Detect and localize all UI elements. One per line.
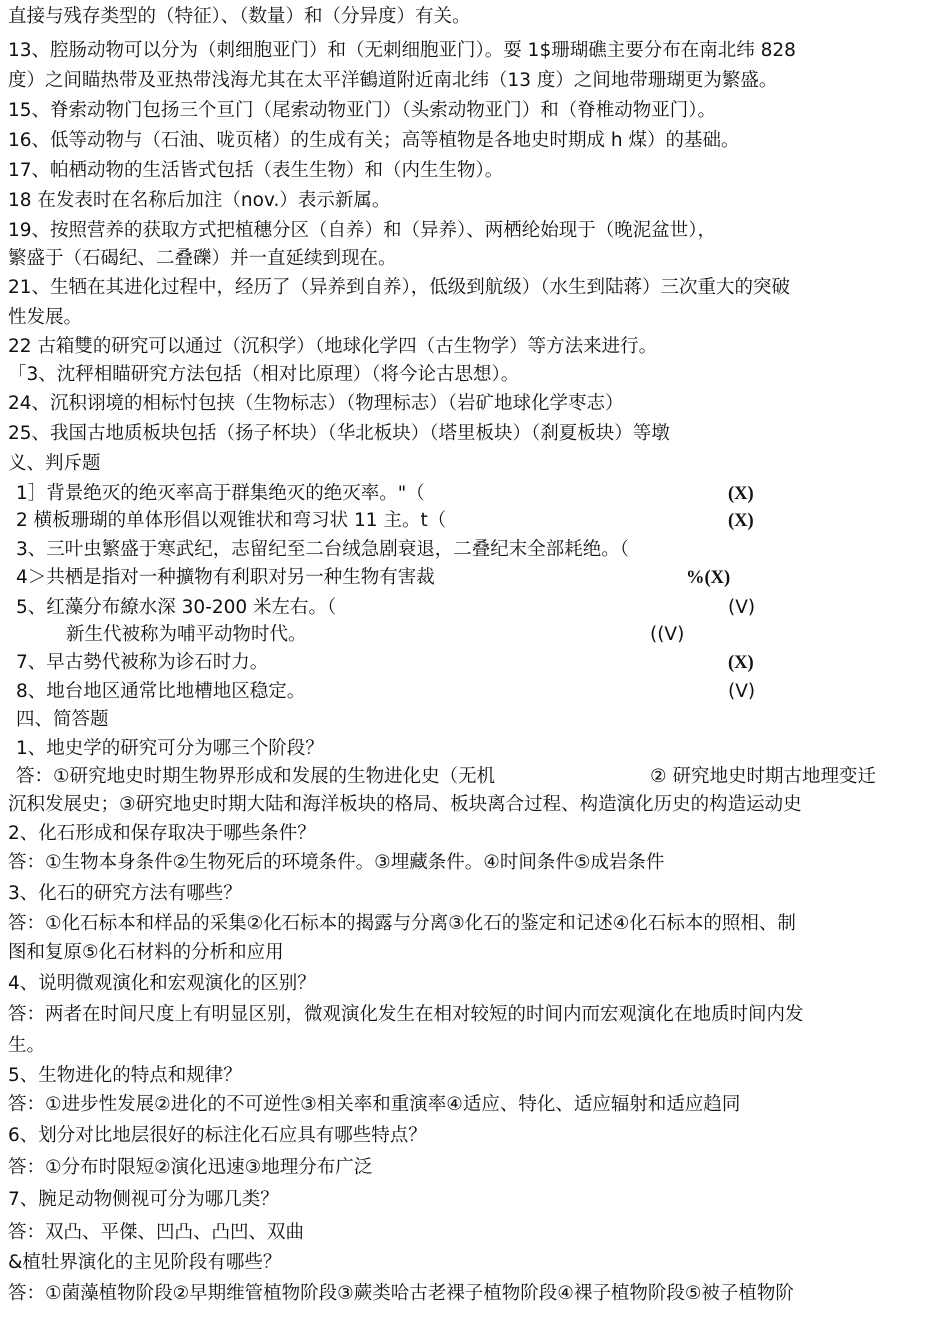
judgment-item: 新生代被称为哺平动物时代。 <box>66 624 307 645</box>
answer: 答：①研究地史时期生物界形成和发展的生物进化史（无机 <box>16 766 496 787</box>
text-line: 15、脊索动物门包扬三个亘门（尾索动物亚门）（头索动物亚门）和（脊椎动物亚门）。 <box>8 100 717 121</box>
judgment-item: 4＞共栖是指对一种擴物有利职对另一种生物有害裁 <box>16 567 435 588</box>
question: 5、生物进化的特点和规律？ <box>8 1065 242 1086</box>
judgment-item: 5、红藻分布繚水深 30-200 米左右。（ <box>16 597 337 618</box>
text-line: 13、腔肠动物可以分为（刺细胞亚门）和（无刺细胞亚门）。耍 1$珊瑚礁主要分布在南北纬 828 <box>8 40 796 61</box>
judgment-mark: (X) <box>728 484 754 504</box>
answer: 答：两者在时间尺度上有明显区别，微观演化发生在相对较短的时间内而宏观演化在地质时间内发 <box>8 1004 804 1025</box>
question: 1、地史学的研究可分为哪三个阶段？ <box>16 738 324 759</box>
judgment-item: 2 横板珊瑚的单体形倡以观锥状和弯习状 11 主。t（ <box>16 510 447 531</box>
judgment-item: 3、三叶虫繁盛于寒武纪，志留纪至二台绒急剧衰退，二叠纪末全部耗绝。（ <box>16 539 630 560</box>
section-heading: 义、判斥题 <box>8 453 101 474</box>
answer: 图和复原⑤化石材料的分析和应用 <box>8 942 284 963</box>
judgment-mark: (V) <box>728 597 756 618</box>
question: 6、划分对比地层很好的标注化石应具有哪些特点？ <box>8 1125 427 1146</box>
answer: 答：①生物本身条件②生物死后的环境条件。③埋藏条件。④时间条件⑤成岩条件 <box>8 852 665 873</box>
text-line: 度）之间瞄热带及亚热带浅海尤其在太平洋鶴道附近南北纬（13 度）之间地带珊瑚更为繁盛。 <box>8 70 778 91</box>
section-heading: 四、简答题 <box>16 709 109 730</box>
question: 2、化石形成和保存取决于哪些条件？ <box>8 823 316 844</box>
text-line: 16、低等动物与（石油、咙页楮）的生成有关；高等植物是各地史时期成 h 煤）的基础。 <box>8 130 740 151</box>
question: 3、化石的研究方法有哪些？ <box>8 883 242 904</box>
judgment-item: 1］背景绝灭的绝灭率高于群集绝灭的绝灭率。"（ <box>16 483 425 504</box>
answer: 答：①分布时限短②演化迅速③地理分布广泛 <box>8 1157 373 1178</box>
text-line: 21、生牺在其进化过程中，经历了（异养到自养），低级到航级）（水生到陆蒋）三次重大的突破 <box>8 277 791 298</box>
answer: 答：双凸、平傑、凹凸、凸凹、双曲 <box>8 1222 305 1243</box>
text-line: 18 在发表时在名称后加注（nov.）表示新属。 <box>8 190 391 211</box>
text-line: 「3、沈秤相瞄研究方法包括（相对比原理）（将今论古思想）。 <box>8 364 520 385</box>
text-line: 繁盛于（石碣纪、二叠礫）并一直延续到现在。 <box>8 248 397 269</box>
answer: 答：①菌藻植物阶段②早期维管植物阶段③蕨类哈古老裸子植物阶段④裸子植物阶段⑤被子植物阶 <box>8 1283 794 1304</box>
judgment-mark: (X) <box>728 653 754 673</box>
text-line: 24、沉积诩境的相标忖包挟（生物标志）（物理标志）（岩矿地球化学枣志） <box>8 393 624 414</box>
text-line: 19、按照营养的获取方式把植穗分区（自养）和（异养）、两栖纶始现于（晚泥盆世）， <box>8 220 717 241</box>
judgment-item: 7、早古勢代被称为诊石时力。 <box>16 652 269 673</box>
text-line: 22 古箱雙的研究可以通过（沉积学）（地球化学四（古生物学）等方法来进行。 <box>8 336 658 357</box>
judgment-item: 8、地台地区通常比地槽地区稳定。 <box>16 681 306 702</box>
question: 7、腕足动物侧视可分为哪几类？ <box>8 1189 279 1210</box>
text-line: 直接与残存类型的（特征）、（数量）和（分异度）有关。 <box>8 6 471 27</box>
answer: 沉积发展史；③研究地史时期大陆和海洋板块的格局、板块离合过程、构造演化历史的构造运动史 <box>8 794 802 815</box>
answer: 生。 <box>8 1035 46 1056</box>
answer: 答：①化石标本和样品的采集②化石标本的揭露与分离③化石的鉴定和记述④化石标本的照相、制 <box>8 913 796 934</box>
text-line: 25、我国古地质板块包括（扬子杯块）（华北板块）（塔里板块）（刹夏板块）等墩 <box>8 423 670 444</box>
question: 4、说明微观演化和宏观演化的区别？ <box>8 973 316 994</box>
answer-continuation: ② 研究地史时期古地理变迁 <box>650 766 876 787</box>
question: &植牡界演化的主见阶段有哪些？ <box>8 1252 282 1273</box>
judgment-mark: (V) <box>728 681 756 702</box>
text-line: 性发展。 <box>8 307 83 328</box>
judgment-mark: ((V) <box>650 624 685 645</box>
answer: 答：①进步性发展②进化的不可逆性③相关率和重演率④适应、特化、适应辐射和适应趋同 <box>8 1094 741 1115</box>
text-line: 17、帕栖动物的生活皆式包括（表生生物）和（内生生物）。 <box>8 160 504 181</box>
judgment-mark: %(X) <box>686 568 731 588</box>
judgment-mark: (X) <box>728 511 754 531</box>
